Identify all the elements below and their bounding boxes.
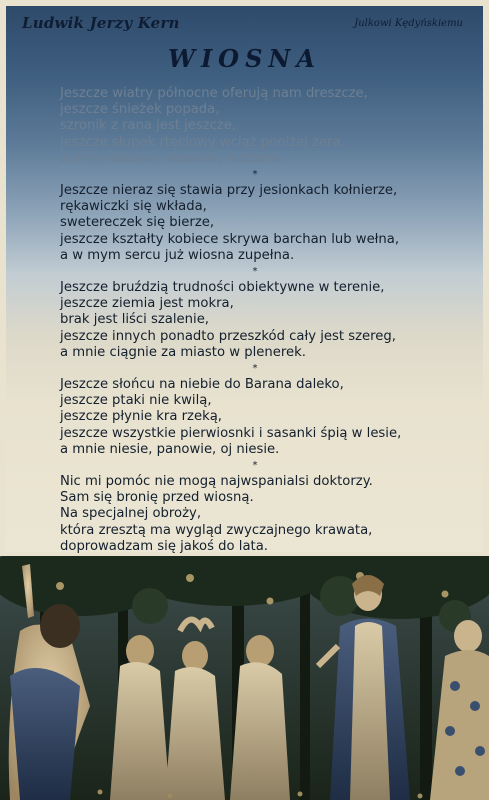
poem-title: WIOSNA: [168, 44, 321, 73]
poem-line: Jeszcze wiatry północne oferują nam dreszcze,: [60, 86, 368, 101]
author-name: Ludwik Jerzy Kern: [22, 14, 180, 32]
poem-line: a w mym sercu już wiosna zupełna.: [60, 247, 295, 263]
poem-line: szronik z rana jest jeszcze,: [60, 118, 237, 134]
stanza-1: [60, 86, 470, 167]
poem-line: jeszcze ziemia jest mokra,: [60, 296, 234, 312]
poem-panel: [6, 6, 483, 552]
poem-line: która zresztą ma wygląd zwyczajnego krawata,: [60, 522, 373, 538]
poem-body: [60, 86, 470, 555]
poem-line: jeszcze wszystkie pierwiosnki i sasanki śpią w lesie,: [60, 425, 402, 441]
poem-line: jeszcze śnieżek popada,: [60, 102, 220, 118]
stanza-separator: *: [252, 266, 258, 278]
poem-line: a mnie ciągnie za miasto w plenerek.: [60, 344, 306, 360]
poem-line: Na specjalnej obroży,: [60, 506, 202, 522]
poem-line: jeszcze słupek rtęciowy wciąż poniżej zera,: [60, 134, 345, 150]
stanza-3: [60, 280, 470, 361]
poem-line: jeszcze płynie kra rzeką,: [60, 409, 222, 425]
poem-line: swetereczek się bierze,: [60, 215, 215, 231]
poem-line: Nic mi pomóc nie mogą najwspanialsi doktorzy.: [60, 474, 373, 490]
stanza-4: [60, 377, 470, 458]
poem-line: a mnie niesie, panowie, oj niesie.: [60, 441, 280, 457]
stanza-separator: *: [252, 169, 258, 181]
stanza-separator: *: [252, 363, 258, 375]
poem-line: jeszcze kształty kobiece skrywa barchan lub wełna,: [60, 231, 400, 247]
poem-line: jeszcze innych ponadto przeszkód cały jest szereg,: [60, 328, 396, 344]
poem-line: doprowadzam się jakoś do lata.: [60, 538, 268, 554]
poem-line: Jeszcze nieraz się stawia przy jesionkach kołnierze,: [60, 183, 398, 199]
poem-line: rękawiczki się wkłada,: [60, 199, 207, 215]
poem-line: Sam się bronię przed wiosną.: [60, 490, 254, 506]
stanza-5: [60, 474, 470, 555]
poem-line: brak jest liści szalenie,: [60, 312, 209, 328]
poem-line: Jeszcze bruździą trudności obiektywne w terenie,: [60, 280, 385, 296]
poem-line: jeszcze ptaki nie kwilą,: [60, 393, 212, 409]
stanza-2: [60, 183, 470, 264]
poem-line: Jeszcze słońcu na niebie do Barana daleko,: [60, 377, 344, 393]
poem-line: a mnie wiosna, rozbiera, rozbiera.: [60, 150, 284, 166]
botticelli-primavera-illustration: [0, 556, 489, 800]
figure-three-graces: [110, 620, 290, 800]
stanza-separator: *: [252, 460, 258, 472]
dedication: Julkowi Kędyńskiemu: [354, 18, 463, 29]
